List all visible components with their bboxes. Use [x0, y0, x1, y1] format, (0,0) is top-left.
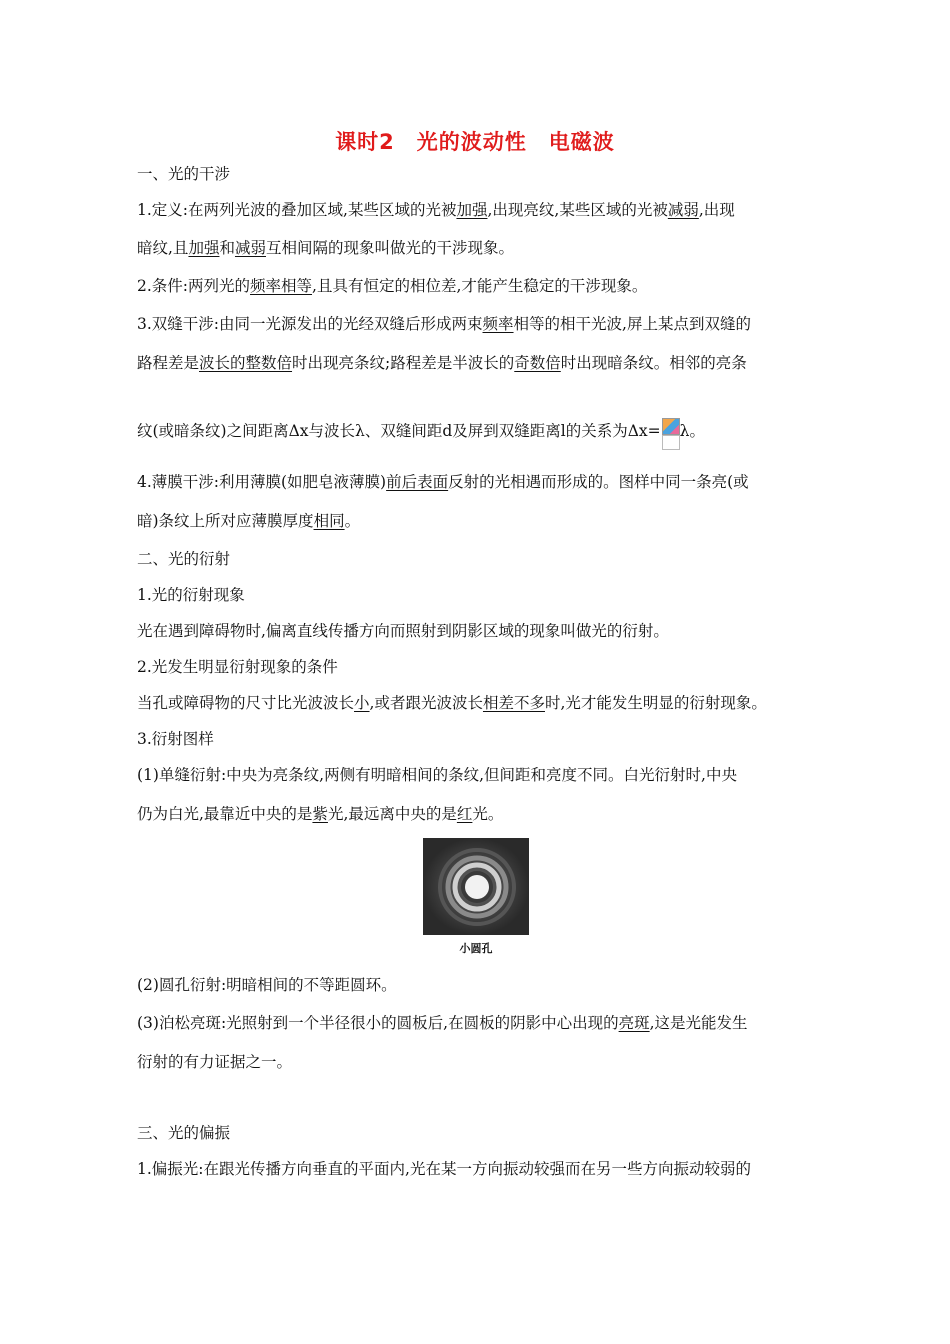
subheading-diffraction-phenomenon: 1.光的衍射现象: [137, 586, 245, 604]
circular-hole-diffraction-image: [423, 838, 529, 935]
paragraph-diffraction-phenomenon: 光在遇到障碍物时,偏离直线传播方向而照射到阴影区域的现象叫做光的衍射。: [137, 622, 669, 640]
paragraph-double-slit-line2: 路程差是波长的整数倍时出现亮条纹;路程差是半波长的奇数倍时出现暗条纹。相邻的亮条: [137, 354, 747, 372]
section-heading-polarization: 三、光的偏振: [137, 1124, 231, 1142]
fraction-image-icon: [662, 418, 679, 448]
subheading-diffraction-pattern: 3.衍射图样: [137, 730, 214, 748]
page-title: 课时2 光的波动性 电磁波: [335, 130, 615, 154]
paragraph-definition-line1: 1.定义:在两列光波的叠加区域,某些区域的光被加强,出现亮纹,某些区域的光被减弱,出现: [137, 201, 735, 219]
paragraph-thin-film-line2: 暗)条纹上所对应薄膜厚度相同。: [137, 512, 361, 530]
paragraph-definition-line2: 暗纹,且加强和减弱互相间隔的现象叫做光的干涉现象。: [137, 239, 514, 257]
paragraph-condition: 2.条件:两列光的频率相等,且具有恒定的相位差,才能产生稳定的干涉现象。: [137, 277, 648, 295]
paragraph-circular-hole: (2)圆孔衍射:明暗相间的不等距圆环。: [137, 976, 397, 994]
paragraph-double-slit-line1: 3.双缝干涉:由同一光源发出的光经双缝后形成两束频率相等的相干光波,屏上某点到双缝的: [137, 315, 751, 333]
paragraph-poisson-spot-line2: 衍射的有力证据之一。: [137, 1053, 293, 1071]
paragraph-diffraction-condition: 当孔或障碍物的尺寸比光波波长小,或者跟光波波长相差不多时,光才能发生明显的衍射现象。: [137, 694, 767, 712]
paragraph-double-slit-line3: 纹(或暗条纹)之间距离Δx与波长λ、双缝间距d及屏到双缝距离l的关系为Δx= λ。: [137, 418, 705, 448]
paragraph-single-slit-line2: 仍为白光,最靠近中央的是紫光,最远离中央的是红光。: [137, 805, 504, 823]
paragraph-thin-film-line1: 4.薄膜干涉:利用薄膜(如肥皂液薄膜)前后表面反射的光相遇而形成的。图样中同一条亮(或: [137, 473, 749, 491]
section-heading-interference: 一、光的干涉: [137, 165, 231, 183]
paragraph-poisson-spot-line1: (3)泊松亮斑:光照射到一个半径很小的圆板后,在圆板的阴影中心出现的亮斑,这是光能发生: [137, 1014, 748, 1032]
paragraph-single-slit-line1: (1)单缝衍射:中央为亮条纹,两侧有明暗相间的条纹,但间距和亮度不同。白光衍射时,中央: [137, 766, 737, 784]
subheading-diffraction-condition: 2.光发生明显衍射现象的条件: [137, 658, 338, 676]
section-heading-diffraction: 二、光的衍射: [137, 550, 231, 568]
figure-caption: 小圆孔: [459, 942, 493, 955]
paragraph-polarized-light: 1.偏振光:在跟光传播方向垂直的平面内,光在某一方向振动较强而在另一些方向振动较弱的: [137, 1160, 751, 1178]
